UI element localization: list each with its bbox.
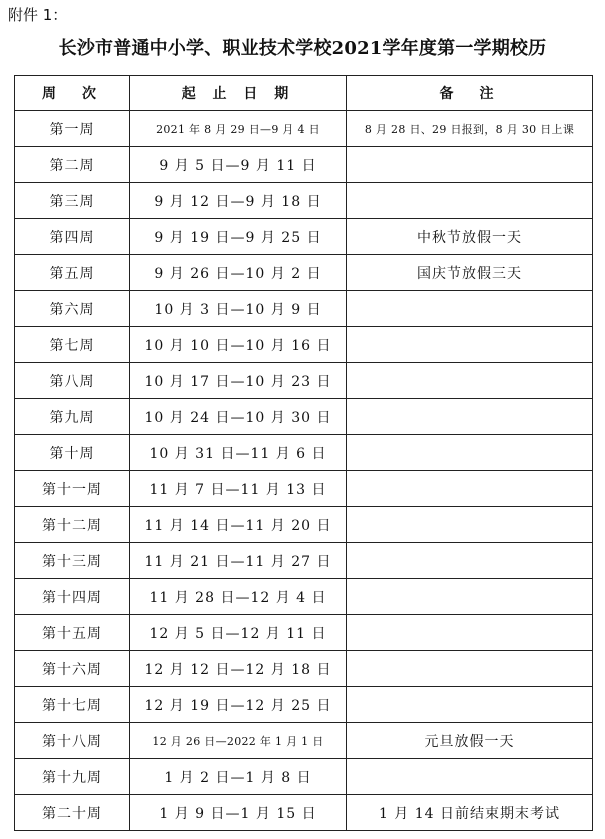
table-row bbox=[15, 111, 593, 147]
note-cell: 国庆节放假三天 bbox=[347, 255, 593, 291]
week-cell: 第八周 bbox=[15, 363, 130, 399]
annex-label: 附件 1： bbox=[8, 6, 68, 24]
table-row bbox=[15, 651, 593, 687]
table-row bbox=[15, 795, 593, 831]
note-cell: 1 月 14 日前结束期末考试 bbox=[347, 795, 593, 831]
week-cell: 第十二周 bbox=[15, 507, 130, 543]
dates-cell: 10 月 24 日—10 月 30 日 bbox=[130, 399, 347, 435]
note-cell bbox=[347, 435, 593, 471]
note-cell bbox=[347, 471, 593, 507]
dates-cell: 1 月 2 日—1 月 8 日 bbox=[130, 759, 347, 795]
table-row bbox=[15, 255, 593, 291]
week-cell: 第十三周 bbox=[15, 543, 130, 579]
school-calendar-table bbox=[14, 75, 593, 831]
table-row bbox=[15, 327, 593, 363]
note-cell bbox=[347, 759, 593, 795]
week-cell: 第二十周 bbox=[15, 795, 130, 831]
note-cell bbox=[347, 543, 593, 579]
dates-cell: 10 月 10 日—10 月 16 日 bbox=[130, 327, 347, 363]
note-cell: 中秋节放假一天 bbox=[347, 219, 593, 255]
note-cell: 元旦放假一天 bbox=[347, 723, 593, 759]
week-cell: 第十四周 bbox=[15, 579, 130, 615]
dates-cell: 9 月 5 日—9 月 11 日 bbox=[130, 147, 347, 183]
week-cell: 第十五周 bbox=[15, 615, 130, 651]
table-row bbox=[15, 579, 593, 615]
page-title: 长沙市普通中小学、职业技术学校2021学年度第一学期校历 bbox=[58, 38, 547, 59]
week-cell: 第六周 bbox=[15, 291, 130, 327]
week-cell: 第二周 bbox=[15, 147, 130, 183]
header-week: 周 次 bbox=[15, 76, 130, 111]
week-cell: 第十八周 bbox=[15, 723, 130, 759]
table-row bbox=[15, 147, 593, 183]
table-row bbox=[15, 687, 593, 723]
table-row bbox=[15, 291, 593, 327]
dates-cell: 12 月 26 日—2022 年 1 月 1 日 bbox=[130, 723, 347, 759]
dates-cell: 11 月 21 日—11 月 27 日 bbox=[130, 543, 347, 579]
note-cell bbox=[347, 687, 593, 723]
week-cell: 第五周 bbox=[15, 255, 130, 291]
note-cell bbox=[347, 579, 593, 615]
note-cell bbox=[347, 183, 593, 219]
table-row bbox=[15, 435, 593, 471]
dates-cell: 9 月 19 日—9 月 25 日 bbox=[130, 219, 347, 255]
dates-cell: 11 月 28 日—12 月 4 日 bbox=[130, 579, 347, 615]
dates-cell: 11 月 7 日—11 月 13 日 bbox=[130, 471, 347, 507]
table-row bbox=[15, 507, 593, 543]
dates-cell: 2021 年 8 月 29 日—9 月 4 日 bbox=[130, 111, 347, 147]
dates-cell: 12 月 19 日—12 月 25 日 bbox=[130, 687, 347, 723]
header-notes: 备 注 bbox=[347, 76, 593, 111]
week-cell: 第一周 bbox=[15, 111, 130, 147]
week-cell: 第十周 bbox=[15, 435, 130, 471]
table-row bbox=[15, 363, 593, 399]
dates-cell: 12 月 12 日—12 月 18 日 bbox=[130, 651, 347, 687]
note-cell bbox=[347, 291, 593, 327]
week-cell: 第十七周 bbox=[15, 687, 130, 723]
header-dates: 起 止 日 期 bbox=[130, 76, 347, 111]
dates-cell: 1 月 9 日—1 月 15 日 bbox=[130, 795, 347, 831]
week-cell: 第四周 bbox=[15, 219, 130, 255]
dates-cell: 10 月 31 日—11 月 6 日 bbox=[130, 435, 347, 471]
week-cell: 第七周 bbox=[15, 327, 130, 363]
table-row bbox=[15, 759, 593, 795]
week-cell: 第三周 bbox=[15, 183, 130, 219]
table-row bbox=[15, 471, 593, 507]
dates-cell: 11 月 14 日—11 月 20 日 bbox=[130, 507, 347, 543]
table-row bbox=[15, 183, 593, 219]
note-cell bbox=[347, 507, 593, 543]
week-cell: 第十六周 bbox=[15, 651, 130, 687]
note-cell bbox=[347, 327, 593, 363]
table-row bbox=[15, 219, 593, 255]
note-cell bbox=[347, 651, 593, 687]
note-cell bbox=[347, 615, 593, 651]
dates-cell: 10 月 3 日—10 月 9 日 bbox=[130, 291, 347, 327]
week-cell: 第十一周 bbox=[15, 471, 130, 507]
note-cell bbox=[347, 363, 593, 399]
dates-cell: 12 月 5 日—12 月 11 日 bbox=[130, 615, 347, 651]
table-header-row bbox=[15, 76, 593, 111]
dates-cell: 9 月 26 日—10 月 2 日 bbox=[130, 255, 347, 291]
note-cell bbox=[347, 399, 593, 435]
table-row bbox=[15, 399, 593, 435]
note-cell: 8 月 28 日、29 日报到，8 月 30 日上课 bbox=[347, 111, 593, 147]
table-row bbox=[15, 543, 593, 579]
dates-cell: 9 月 12 日—9 月 18 日 bbox=[130, 183, 347, 219]
table-row bbox=[15, 723, 593, 759]
week-cell: 第九周 bbox=[15, 399, 130, 435]
week-cell: 第十九周 bbox=[15, 759, 130, 795]
note-cell bbox=[347, 147, 593, 183]
table-row bbox=[15, 615, 593, 651]
dates-cell: 10 月 17 日—10 月 23 日 bbox=[130, 363, 347, 399]
